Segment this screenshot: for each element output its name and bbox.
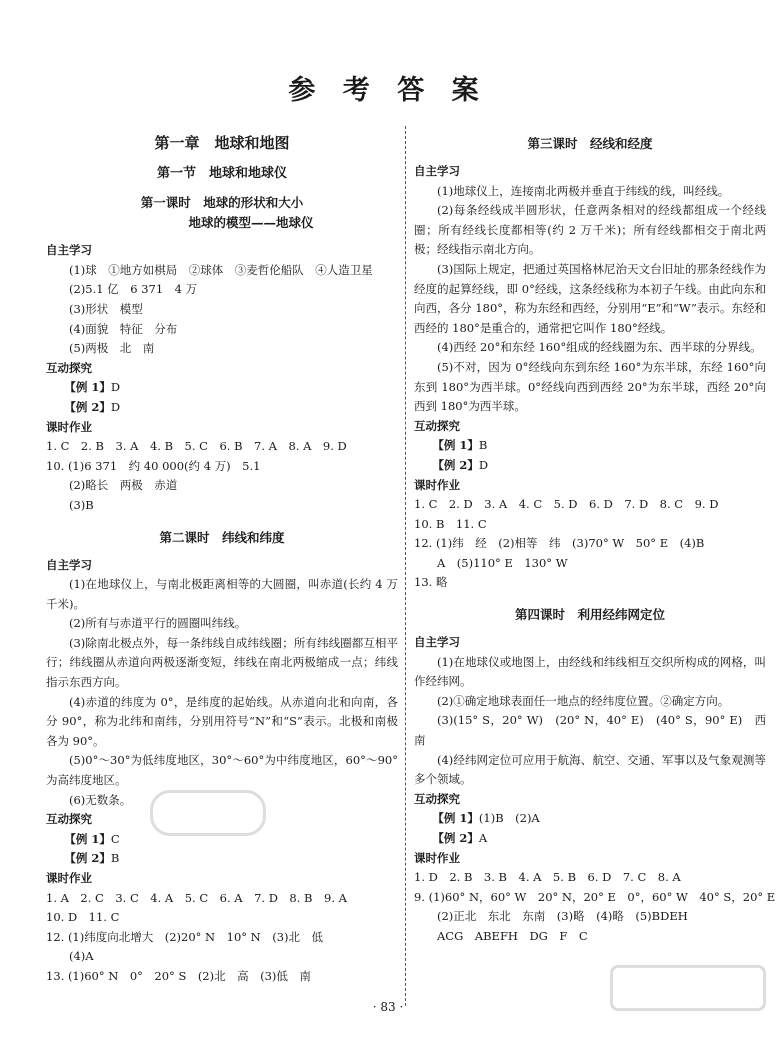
right-column [414, 130, 776, 947]
watermark-shape [610, 965, 766, 1011]
answer-text: (1)地球仪上，连接南北两极并垂直于纬线的线，叫经线。 [437, 183, 730, 198]
page-title: 参 考 答 案 [288, 75, 488, 106]
example-value: D [478, 457, 489, 472]
answer-text: (4)面貌 特征 分布 [69, 321, 178, 336]
answer-text: (2)5.1 亿 6 371 4 万 [69, 282, 198, 297]
homework-line: 1. D 2. B 3. B 4. A 5. B 6. D 7. C 8. A [414, 870, 681, 885]
lesson-4-title: 第四课时 利用经纬网定位 [514, 607, 665, 623]
answer-text: (2)每条经线成半圆形状，任意两条相对的经线都组成一个经线圈；所有经线长度都相等(约 2 万千米)；所有经线都相交于南北两极；经线指示南北方向。 [414, 203, 766, 257]
example-label: 【例 2】 [432, 457, 479, 472]
heading-homework: 课时作业 [46, 871, 92, 885]
example-label: 【例 1】 [432, 811, 479, 826]
homework-line: 12. (1)纬度向北增大 (2)20° N 10° N (3)北 低 [46, 929, 324, 944]
example-value: C [110, 831, 120, 846]
lesson-1-title-b: 地球的模型——地球仪 [188, 215, 314, 231]
example-answer [46, 849, 398, 869]
homework-line: 10. B 11. C [414, 516, 487, 531]
heading-self-study: 自主学习 [414, 164, 460, 178]
answer-text: (3)国际上规定，把通过英国格林尼治天文台旧址的那条经线作为经度的起算经线，即 0°经线，这条经线称为本初子午线。由此向东和向西，各分 180°，称为东经和西经，分别用“E”和“W”表示。东经和西经的 180°是重合的，通常把它叫作 180°经线。 [414, 261, 766, 335]
example-label: 【例 1】 [64, 831, 111, 846]
answer-text: (1)球 ①地方如棋局 ②球体 ③麦哲伦船队 ④人造卫星 [69, 262, 373, 277]
answer-text: (2)所有与赤道平行的圆圈叫纬线。 [69, 616, 247, 631]
lesson-1-title-a: 第一课时 地球的形状和大小 [140, 195, 304, 211]
watermark-shape [150, 790, 266, 836]
left-column [46, 130, 398, 987]
homework-line: 10. D 11. C [46, 910, 120, 925]
homework-line: 1. C 2. D 3. A 4. C 5. D 6. D 7. D 8. C 9. D [414, 497, 719, 512]
homework-line: 1. A 2. C 3. C 4. A 5. C 6. A 7. D 8. B 9. A [46, 890, 347, 905]
homework-line: 10. (1)6 371 约 40 000(约 4 万) 5.1 [46, 458, 261, 473]
section-title: 第一节 地球和地球仪 [156, 165, 287, 181]
heading-self-study: 自主学习 [46, 557, 92, 572]
example-label: 【例 2】 [432, 831, 479, 845]
answer-text: (2)①确定地球表面任一地点的经纬度位置。②确定方向。 [437, 693, 730, 708]
heading-homework: 课时作业 [414, 850, 460, 865]
homework-line: (2)略长 两极 赤道 [69, 478, 178, 493]
example-value: B [478, 438, 488, 453]
lesson-2-title: 第二课时 纬线和纬度 [159, 529, 285, 545]
example-answer [414, 829, 766, 849]
homework-line: ACG ABEFH DG F C [437, 928, 588, 943]
answer-text: (6)无数条。 [69, 792, 132, 807]
answer-text: (1)在地球仪上，与南北极距离相等的大圆圈，叫赤道(长约 4 万千米)。 [46, 577, 398, 611]
answer-text: (3)除南北极点外，每一条纬线自成纬线圈；所有纬线圈都互相平行；纬线圈从赤道向两极逐渐变短，纬线在南北两极缩成一点；纬线指示东西方向。 [46, 635, 398, 690]
chapter-title: 第一章 地球和地图 [154, 134, 290, 152]
example-value: (1)B (2)A [478, 811, 540, 826]
example-label: 【例 2】 [64, 399, 111, 414]
homework-line: 13. (1)60° N 0° 20° S (2)北 高 (3)低 南 [46, 968, 311, 983]
lesson-3-title: 第三课时 经线和经度 [527, 136, 653, 151]
example-answer [414, 456, 766, 476]
answer-text: (5)两极 北 南 [69, 341, 155, 356]
answer-text: (4)经纬网定位可应用于航海、航空、交通、军事以及气象观测等多个领域。 [414, 752, 766, 787]
example-answer [46, 378, 398, 398]
homework-line: A (5)110° E 130° W [437, 555, 568, 570]
example-label: 【例 1】 [64, 380, 111, 395]
answer-text: (1)在地球仪或地图上，由经线和纬线相互交织所构成的网格，叫作经纬网。 [414, 654, 766, 689]
heading-homework: 课时作业 [46, 419, 92, 434]
heading-self-study: 自主学习 [414, 635, 460, 650]
example-answer [46, 398, 398, 418]
answer-text: (4)西经 20°和东经 160°组成的经线圈为东、西半球的分界线。 [437, 340, 762, 355]
example-label: 【例 2】 [64, 851, 111, 866]
example-value: B [110, 851, 120, 866]
example-answer [414, 436, 766, 456]
heading-interactive: 互动探究 [414, 791, 460, 806]
answer-text: (5)不对，因为 0°经线向东到东经 160°为东半球，东经 160°向东到 180°为西半球。0°经线向西到西经 20°为东半球，西经 20°向西到 180°为西半球。 [414, 359, 766, 414]
answer-text: (3)(15° S，20° W) (20° N，40° E) (40° S，90° E) 西南 [414, 713, 766, 748]
heading-homework: 课时作业 [414, 477, 460, 492]
answer-text: (4)赤道的纬度为 0°，是纬度的起始线。从赤道向北和向南，各分 90°，称为北纬和南纬，分别用符号“N”和“S”表示。北极和南极各为 90°。 [46, 694, 398, 748]
homework-line: (2)正北 东北 东南 (3)略 (4)略 (5)BDEH [437, 909, 688, 924]
homework-line: (3)B [69, 497, 94, 512]
heading-self-study: 自主学习 [46, 243, 92, 258]
homework-line: 13. 略 [414, 575, 448, 590]
homework-line: (4)A [69, 949, 94, 964]
column-divider [405, 126, 406, 1006]
lesson-1-title [46, 193, 398, 233]
example-value: A [478, 831, 488, 845]
example-label: 【例 1】 [432, 438, 479, 453]
example-value: D [110, 399, 121, 414]
homework-line: 1. C 2. B 3. A 4. B 5. C 6. B 7. A 8. A 9. D [46, 439, 347, 454]
example-value: D [110, 380, 121, 395]
homework-line: 9. (1)60° N，60° W 20° N，20° E 0°，60° W 40° S，20° E [414, 889, 776, 904]
answer-text: (5)0°～30°为低纬度地区，30°～60°为中纬度地区，60°～90°为高纬度地区。 [46, 753, 398, 788]
page-number: · 83 · [372, 1000, 404, 1014]
example-answer [414, 809, 766, 829]
heading-interactive: 互动探究 [46, 360, 92, 375]
heading-interactive: 互动探究 [46, 812, 92, 827]
homework-line: 12. (1)纬 经 (2)相等 纬 (3)70° W 50° E (4)B [414, 536, 705, 551]
heading-interactive: 互动探究 [414, 418, 460, 433]
answer-text: (3)形状 模型 [69, 301, 143, 316]
